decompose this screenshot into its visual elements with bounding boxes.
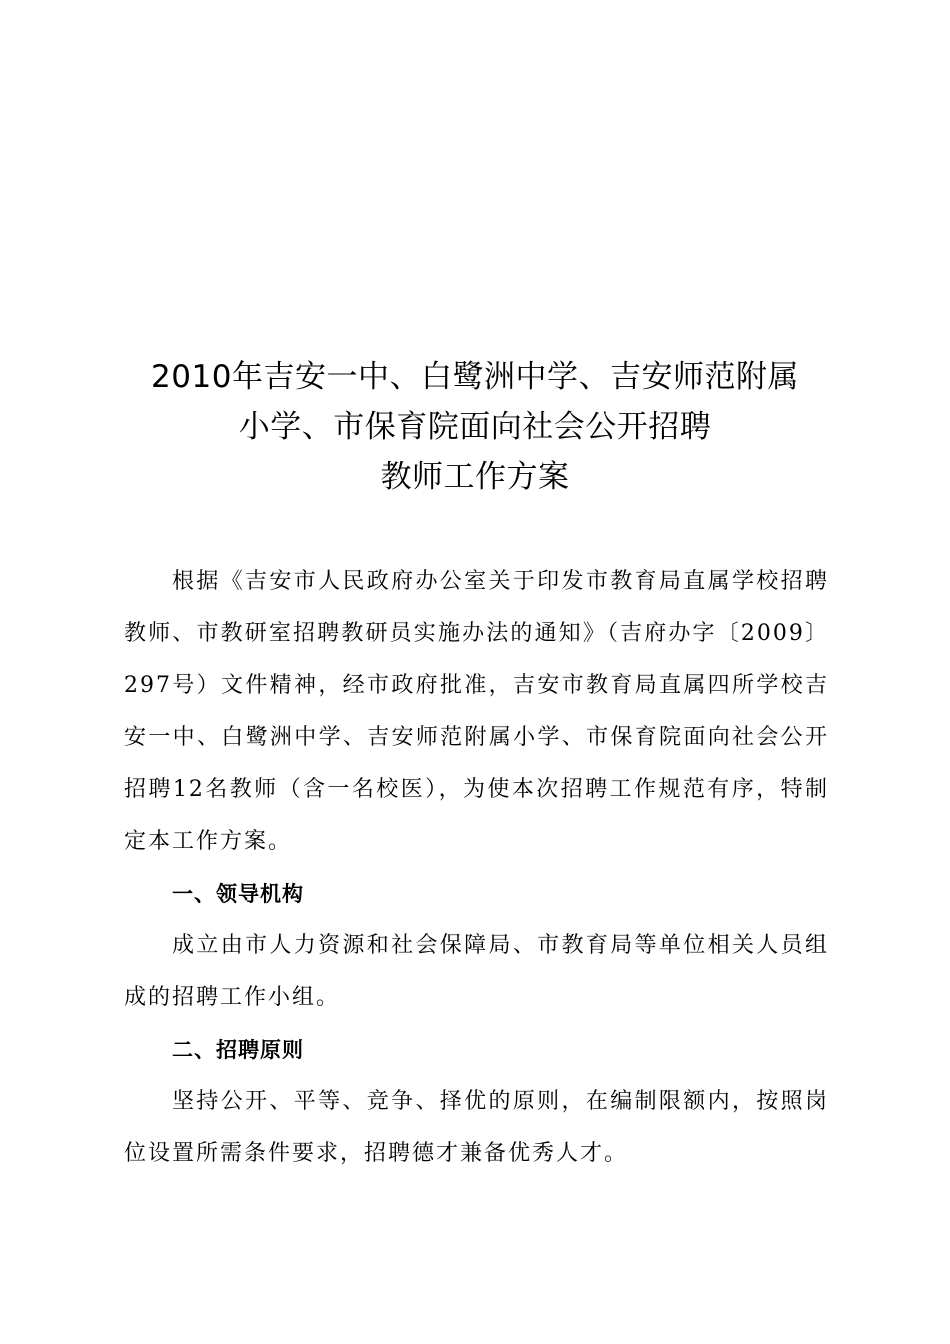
- document-title: [100, 352, 850, 502]
- title-line-3: 教师工作方案: [380, 459, 570, 495]
- title-line-2: 小学、市保育院面向社会公开招聘: [238, 409, 712, 445]
- title-line-1: 2010年吉安一中、白鹭洲中学、吉安师范附属: [151, 359, 799, 395]
- section-text-leadership: 成立由市人力资源和社会保障局、市教育局等单位相关人员组成的招聘工作小组。: [124, 933, 829, 1010]
- section-heading-principles: 二、招聘原则: [172, 1038, 304, 1062]
- document-body: [124, 556, 829, 1180]
- section-text-principles: 坚持公开、平等、竞争、择优的原则，在编制限额内，按照岗位设置所需条件要求，招聘德才兼备优秀人才。: [124, 1089, 829, 1166]
- section-heading-leadership: 一、领导机构: [172, 882, 304, 906]
- intro-paragraph: 根据《吉安市人民政府办公室关于印发市教育局直属学校招聘教师、市教研室招聘教研员实施办法的通知》（吉府办字〔2009〕297号）文件精神，经市政府批准，吉安市教育局直属四所学校吉安一中、白鹭洲中学、吉安师范附属小学、市保育院面向社会公开招聘12名教师（含一名校医），为使本次招聘工作规范有序，特制定本工作方案。: [124, 569, 829, 854]
